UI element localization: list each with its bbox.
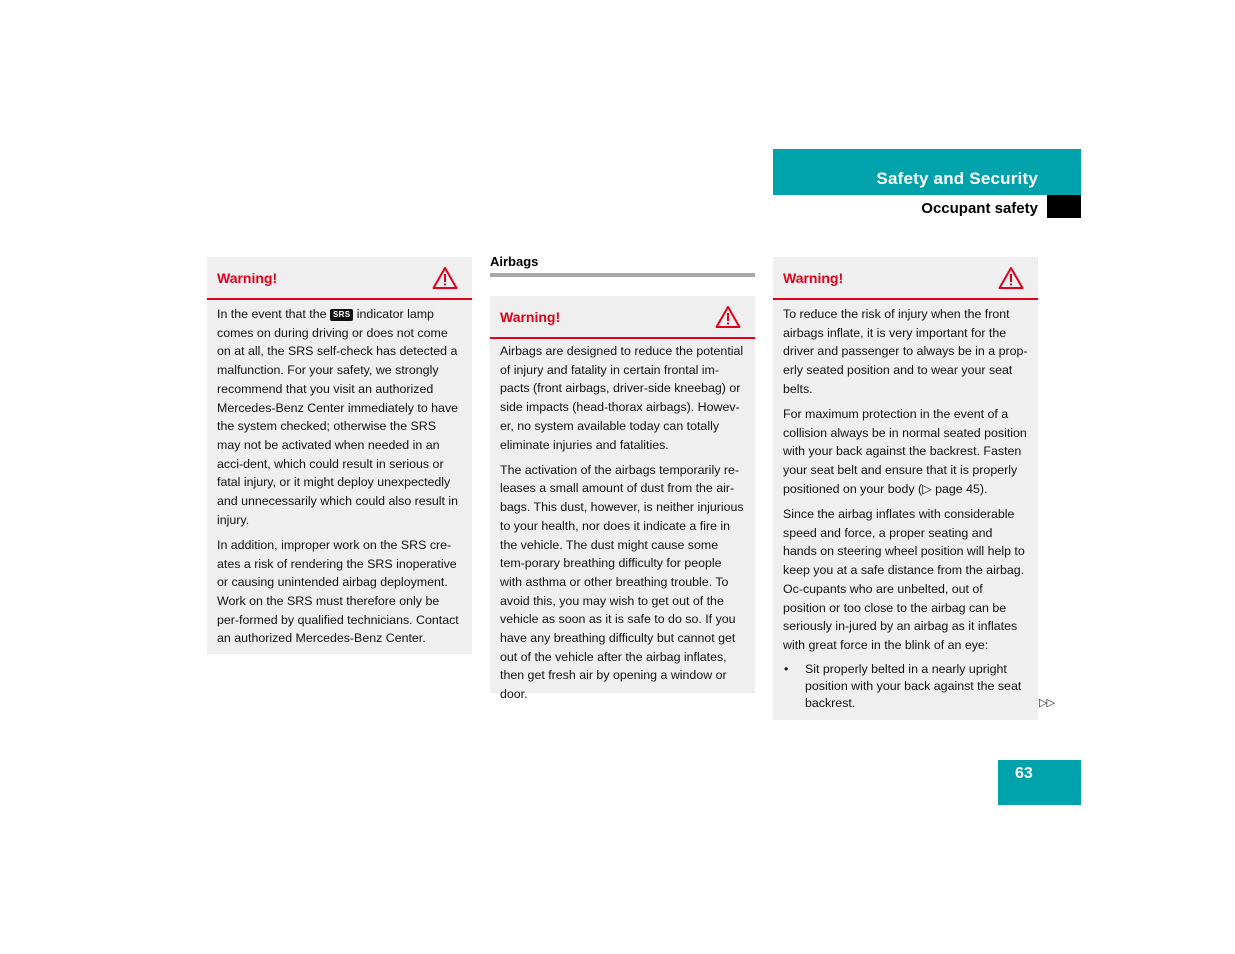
page-number: 63: [1015, 765, 1033, 782]
section-tab-marker: [1047, 195, 1081, 218]
warning-label: Warning!: [500, 309, 561, 325]
warning-box-airbags: [490, 296, 755, 702]
warning-label: Warning!: [217, 270, 278, 286]
warning-body: [207, 300, 472, 665]
warning-paragraph: In addition, improper work on the SRS cre-ates a risk of rendering the SRS inoperative or causing unintended airbag deployment. Work on the SRS must therefore only be per-formed by qualified technicians. Contact an authorized Mercedes-Benz Center.: [217, 537, 459, 646]
bullet-text: Sit properly belted in a nearly upright position with your back against the seat backrest.: [805, 662, 1022, 711]
section-divider: [490, 273, 755, 277]
warning-paragraph: Since the airbag inflates with considerable speed and force, a proper seating and hands on steering wheel position will help to keep you at a safe distance from the airbag. Oc-cupants who are unbelted, out of position or too close to the airbag can be seriously in-jured by an airbag as it inflates with great force in the blink of an eye:: [783, 507, 1025, 652]
warning-paragraph: For maximum protection in the event of a collision always be in normal seated position with your back against the backrest. Fasten your seat belt and ensure that it is properly positioned on your body (▷ page 45).: [783, 407, 1027, 496]
warning-paragraph: Airbags are designed to reduce the potential of injury and fatality in certain frontal im-pacts (front airbags, driver-side kneebag) or side impacts (head-thorax airbags). Howev-er, no system available today can totally eliminate injuries and fatalities.: [500, 344, 744, 452]
bullet-item: [783, 661, 1028, 712]
warning-box-srs: [207, 257, 472, 654]
warning-label: Warning!: [783, 270, 844, 286]
section-subtitle: Occupant safety: [921, 200, 1038, 217]
bullet-symbol: •: [784, 662, 789, 677]
warning-body: [773, 300, 1038, 729]
paragraph-text: indicator lamp comes on during driving or does not come on at all, the SRS self-check has detected a malfunction. For your safety, we strongly recommend that you visit an authorized Mercedes-Benz Center immediately to have the system checked; otherwise the SRS may not be activated when needed in an acci-dent, which could result in serious or fatal injury, or it might deploy unexpectedly and unnecessarily which could also result in injury.: [217, 307, 459, 527]
warning-body: [490, 339, 755, 720]
section-heading: Airbags: [490, 254, 539, 269]
warning-box-seating: [773, 257, 1038, 720]
warning-paragraph: The activation of the airbags temporarily re-leases a small amount of dust from the air-bags. This dust, however, is neither injurious to your health, nor does it indicate a fire in the vehicle. The dust might cause some tem-porary breathing difficulty for people with asthma or other breathing trouble. To avoid this, you may wish to get out of the vehicle as soon as it is safe to do so. If you have any breathing difficulty but cannot get out of the vehicle after the airbag inflates, then get fresh air by opening a window or door.: [500, 462, 744, 702]
warning-header: [207, 257, 472, 300]
chapter-title: Safety and Security: [876, 169, 1038, 188]
warning-paragraph: To reduce the risk of injury when the front airbags inflate, it is very important for the driver and passenger to always be in a prop-erly seated position and to wear your seat belts.: [783, 307, 1028, 396]
srs-indicator-icon: SRS: [330, 309, 353, 321]
paragraph-text: In the event that the: [217, 307, 330, 321]
warning-paragraph: [217, 305, 462, 529]
warning-triangle-icon: [715, 305, 741, 329]
warning-header: [490, 296, 755, 339]
page-number-box: [998, 760, 1081, 805]
chapter-header: [773, 149, 1081, 195]
continued-arrow-icon: ▷▷: [1039, 697, 1054, 709]
warning-header: [773, 257, 1038, 300]
warning-triangle-icon: [432, 266, 458, 290]
warning-triangle-icon: [998, 266, 1024, 290]
